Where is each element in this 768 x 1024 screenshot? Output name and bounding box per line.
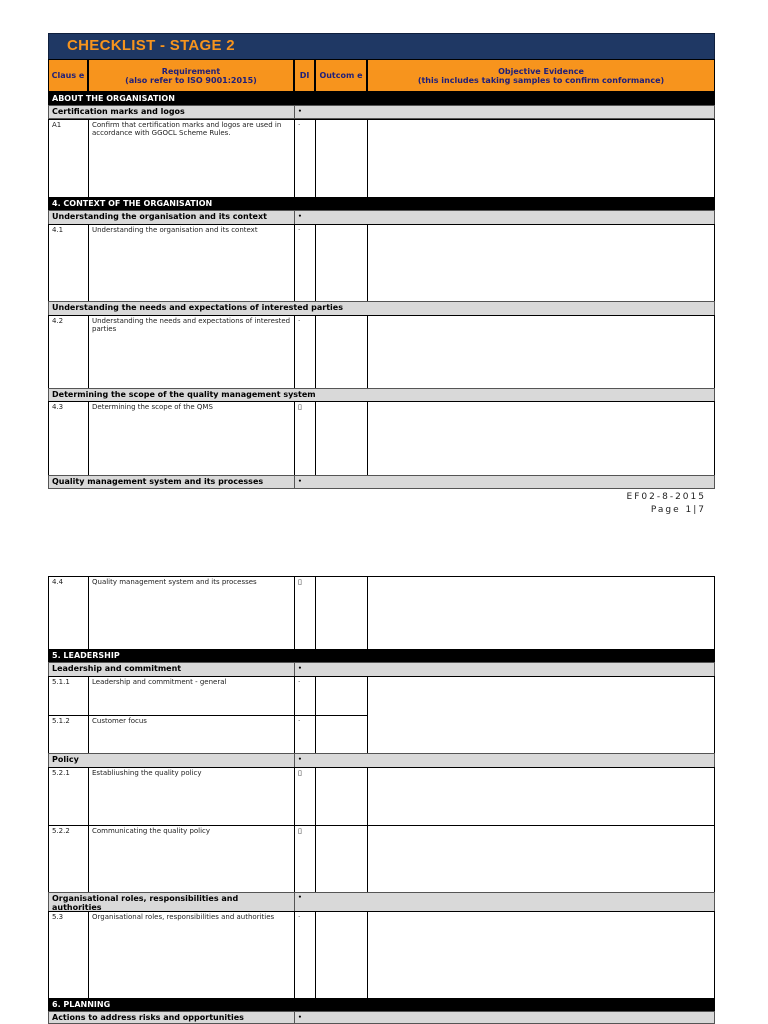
clause-cell: 4.1 — [48, 224, 89, 302]
clause-cell: 5.3 — [48, 911, 89, 999]
section-about-organisation: ABOUT THE ORGANISATION — [48, 92, 715, 105]
subsection-certification-marks: Certification marks and logos • — [48, 105, 715, 119]
clause-cell: A1 — [48, 119, 89, 198]
subsection-risks-opportunities: Actions to address risks and opportunities • — [48, 1011, 715, 1024]
section-planning: 6. PLANNING — [48, 998, 715, 1011]
di-cell[interactable]: ▯ — [294, 767, 316, 826]
page-number: Page 1|7 — [650, 505, 706, 515]
di-cell[interactable]: · — [294, 676, 316, 716]
evidence-cell[interactable] — [367, 119, 715, 198]
evidence-cell[interactable] — [367, 576, 715, 650]
requirement-cell: Quality management system and its processes — [88, 576, 295, 650]
outcome-cell[interactable] — [315, 224, 368, 302]
subsection-understanding-organisation: Understanding the organisation and its context • — [48, 210, 715, 225]
subsection-leadership-commitment: Leadership and commitment • — [48, 662, 715, 677]
di-cell[interactable]: · — [294, 715, 316, 754]
outcome-cell[interactable] — [315, 676, 368, 716]
header-di: DI — [294, 59, 315, 92]
header-requirement: Requirement (also refer to ISO 9001:2015) — [88, 59, 294, 92]
requirement-cell: Understanding the organisation and its context — [88, 224, 295, 302]
outcome-cell[interactable] — [315, 715, 368, 754]
subsection-qms-processes: Quality management system and its processes • — [48, 475, 715, 489]
outcome-cell[interactable] — [315, 315, 368, 389]
evidence-cell[interactable] — [367, 315, 715, 389]
requirement-cell: Confirm that certification marks and logos are used in accordance with GGOCL Scheme Rules. — [88, 119, 295, 198]
clause-cell: 4.3 — [48, 401, 89, 476]
di-cell[interactable]: ▯ — [294, 825, 316, 893]
clause-cell: 5.1.1 — [48, 676, 89, 716]
requirement-cell: Leadership and commitment - general — [88, 676, 295, 716]
clause-cell: 4.4 — [48, 576, 89, 650]
subsection-organisational-roles: Organisational roles, responsibilities and authorities • — [48, 892, 715, 912]
section-context-organisation: 4. CONTEXT OF THE ORGANISATION — [48, 197, 715, 210]
outcome-cell[interactable] — [315, 401, 368, 476]
requirement-cell: Determining the scope of the QMS — [88, 401, 295, 476]
di-cell[interactable]: · — [294, 315, 316, 389]
outcome-cell[interactable] — [315, 119, 368, 198]
header-outcome: Outcom e — [315, 59, 367, 92]
requirement-cell: Organisational roles, responsibilities and authorities — [88, 911, 295, 999]
subsection-interested-parties: Understanding the needs and expectations of interested parties — [48, 301, 715, 316]
page-title: CHECKLIST - STAGE 2 — [67, 37, 235, 54]
outcome-cell[interactable] — [315, 767, 368, 826]
outcome-cell[interactable] — [315, 911, 368, 999]
evidence-cell[interactable] — [367, 224, 715, 302]
document-code: EF02-8-2015 — [626, 492, 706, 502]
section-leadership: 5. LEADERSHIP — [48, 649, 715, 662]
evidence-cell[interactable] — [367, 825, 715, 893]
evidence-cell[interactable] — [367, 911, 715, 999]
clause-cell: 5.1.2 — [48, 715, 89, 754]
subsection-policy: Policy • — [48, 753, 715, 768]
clause-cell: 4.2 — [48, 315, 89, 389]
requirement-cell: Communicating the quality policy — [88, 825, 295, 893]
evidence-cell[interactable] — [367, 676, 715, 754]
requirement-cell: Understanding the needs and expectations of interested parties — [88, 315, 295, 389]
header-objective-evidence: Objective Evidence (this includes taking samples to confirm conformance) — [367, 59, 715, 92]
requirement-cell: Customer focus — [88, 715, 295, 754]
evidence-cell[interactable] — [367, 767, 715, 826]
di-cell[interactable]: ▯ — [294, 576, 316, 650]
di-cell[interactable]: · — [294, 119, 316, 198]
di-cell[interactable]: · — [294, 224, 316, 302]
di-cell[interactable]: ▯ — [294, 401, 316, 476]
checklist-title-bar — [48, 33, 715, 61]
subsection-scope-qms: Determining the scope of the quality management system — [48, 388, 715, 402]
di-cell[interactable]: · — [294, 911, 316, 999]
header-clause: Claus e — [48, 59, 88, 92]
outcome-cell[interactable] — [315, 825, 368, 893]
outcome-cell[interactable] — [315, 576, 368, 650]
clause-cell: 5.2.2 — [48, 825, 89, 893]
evidence-cell[interactable] — [367, 401, 715, 476]
clause-cell: 5.2.1 — [48, 767, 89, 826]
requirement-cell: Establiushing the quality policy — [88, 767, 295, 826]
